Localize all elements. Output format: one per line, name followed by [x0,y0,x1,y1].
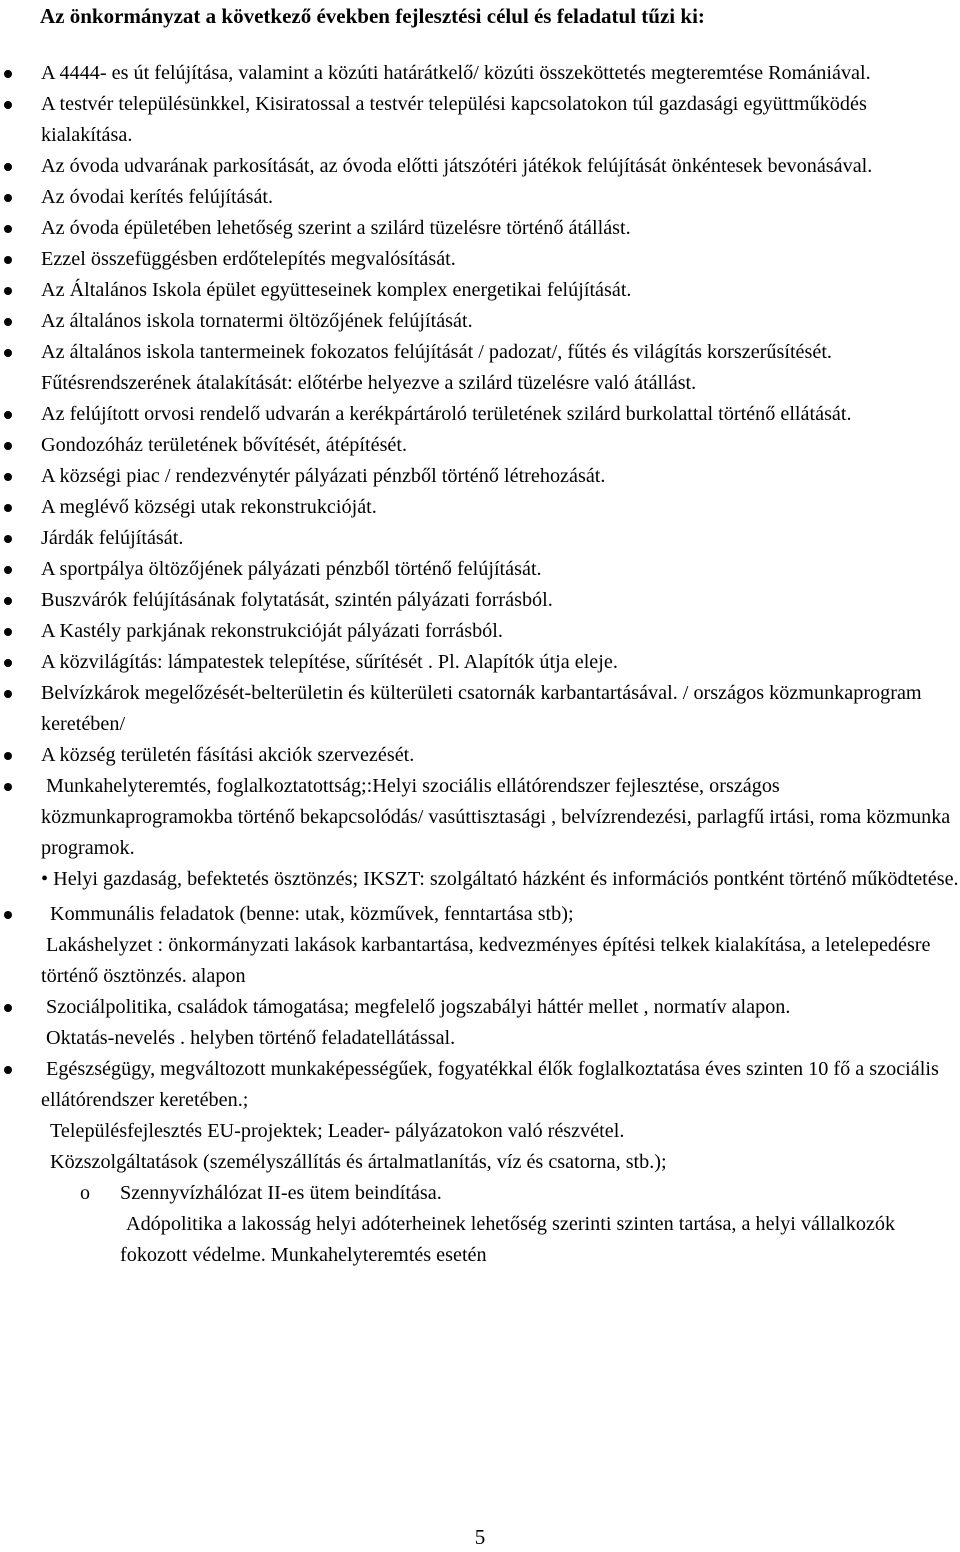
bullet-icon [4,690,12,698]
bullet-icon [4,442,12,450]
list-item: Közszolgáltatások (személyszállítás és ártalmatlanítás, víz és csatorna, stb.); [50,1151,667,1173]
list-item: Településfejlesztés EU-projektek; Leader- pályázatokon való részvétel. [50,1120,625,1142]
section-heading: Az önkormányzat a következő években fejlesztési célul és feladatul tűzi ki: [40,4,705,28]
list-item: A 4444- es út felújítása, valamint a közúti határátkelő/ közúti összeköttetés megteremtése Romániával. [0,58,960,89]
bullet-icon [4,473,12,481]
list-item: Oktatás-nevelés . helyben történő feladatellátással. [46,1027,456,1049]
list-item: Az óvoda udvarának parkosítását, az óvoda előtti játszótéri játékok felújítását önkéntesek bevonásával. [0,151,960,182]
list-item: A meglévő községi utak rekonstrukcióját. [0,492,960,523]
circle-bullet-icon: o [80,1182,90,1204]
bullet-icon [4,1004,12,1012]
list-item: A testvér településünkkel, Kisiratossal a testvér települési kapcsolatokon túl gazdasági együttműködés kialakítása. [0,89,960,151]
page-number: 5 [474,1525,486,1549]
list-item: Járdák felújítását. [0,523,960,554]
list-item: Buszvárók felújításának folytatását, szintén pályázati forrásból. [0,585,960,616]
list-item: Belvízkárok megelőzését-belterületin és külterületi csatornák karbantartásával. / országos közmunkaprogram keretében/ [0,678,960,740]
list-item: Szociálpolitika, családok támogatása; megfelelő jogszabályi háttér mellet , normatív alapon. [0,992,960,1023]
bullet-icon [4,256,12,264]
list-item: Ezzel összefüggésben erdőtelepítés megvalósítását. [0,244,960,275]
bullet-icon [4,163,12,171]
list-item: Egészségügy, megváltozott munkaképességűek, fogyatékkal élők foglalkoztatása éves szinten 10 fő a szociális ellátórendszer keretében.; [0,1054,960,1116]
list-item: Kommunális feladatok (benne: utak, közművek, fenntartása stb); [0,899,960,930]
list-item: • Helyi gazdaság, befektetés ösztönzés; IKSZT: szolgáltató házként és információs pontként történő működtetése. [41,868,959,890]
list-item: A község területén fásítási akciók szervezését. [0,740,960,771]
bullet-icon [4,628,12,636]
bullet-icon [4,911,12,919]
list-item: Az általános iskola tornatermi öltözőjének felújítását. [0,306,960,337]
list-item: Munkahelyteremtés, foglalkoztatottság;:Helyi szociális ellátórendszer fejlesztése, országos közmunkaprogramokba történő bekapcsolódás/ vasúttisztasági , belvízrendezési, parlagfű irtási, roma közmunka programok. [0,771,960,864]
list-item: A Kastély parkjának rekonstrukcióját pályázati forrásból. [0,616,960,647]
bullet-icon [4,349,12,357]
list-item: Az felújított orvosi rendelő udvarán a kerékpártároló területének szilárd burkolattal történő ellátását. [0,399,960,430]
bullet-icon [4,566,12,574]
list-item: A sportpálya öltözőjének pályázati pénzből történő felújítását. [0,554,960,585]
bullet-icon [4,783,12,791]
bullet-icon [4,318,12,326]
bullet-icon [4,411,12,419]
bullet-icon [4,1066,12,1074]
bullet-icon [4,659,12,667]
list-item: Az Általános Iskola épület együtteseinek komplex energetikai felújítását. [0,275,960,306]
list-item: Lakáshelyzet : önkormányzati lakások karbantartása, kedvezményes építési telkek kialakítása, a letelepedésre történő ösztönzés. alapon [41,934,931,987]
bullet-icon [4,597,12,605]
bullet-icon [4,287,12,295]
bullet-icon [4,70,12,78]
sub-list-item: Adópolitika a lakosság helyi adóterheinek lehetőség szerinti szinten tartása, a helyi vállalkozók fokozott védelme. Munkahelyteremtés esetén [120,1213,896,1266]
list-item: Az óvodai kerítés felújítását. [0,182,960,213]
list-item: A közvilágítás: lámpatestek telepítése, sűrítését . Pl. Alapítók útja eleje. [0,647,960,678]
list-item: Az óvoda épületében lehetőség szerint a szilárd tüzelésre történő átállást. [0,213,960,244]
bullet-icon [4,101,12,109]
goals-list [0,58,960,1271]
bullet-icon [4,752,12,760]
list-item: A községi piac / rendezvénytér pályázati pénzből történő létrehozását. [0,461,960,492]
sub-list-item: o Szennyvízhálózat II-es ütem beindítása. [0,1178,960,1209]
list-item: Az általános iskola tantermeinek fokozatos felújítását / padozat/, fűtés és világítás korszerűsítését. Fűtésrendszerének átalakítását: előtérbe helyezve a szilárd tüzelésre való átállást. [0,337,960,399]
bullet-icon [4,504,12,512]
list-item: Gondozóház területének bővítését, átépítését. [0,430,960,461]
bullet-icon [4,194,12,202]
bullet-icon [4,225,12,233]
bullet-icon [4,535,12,543]
